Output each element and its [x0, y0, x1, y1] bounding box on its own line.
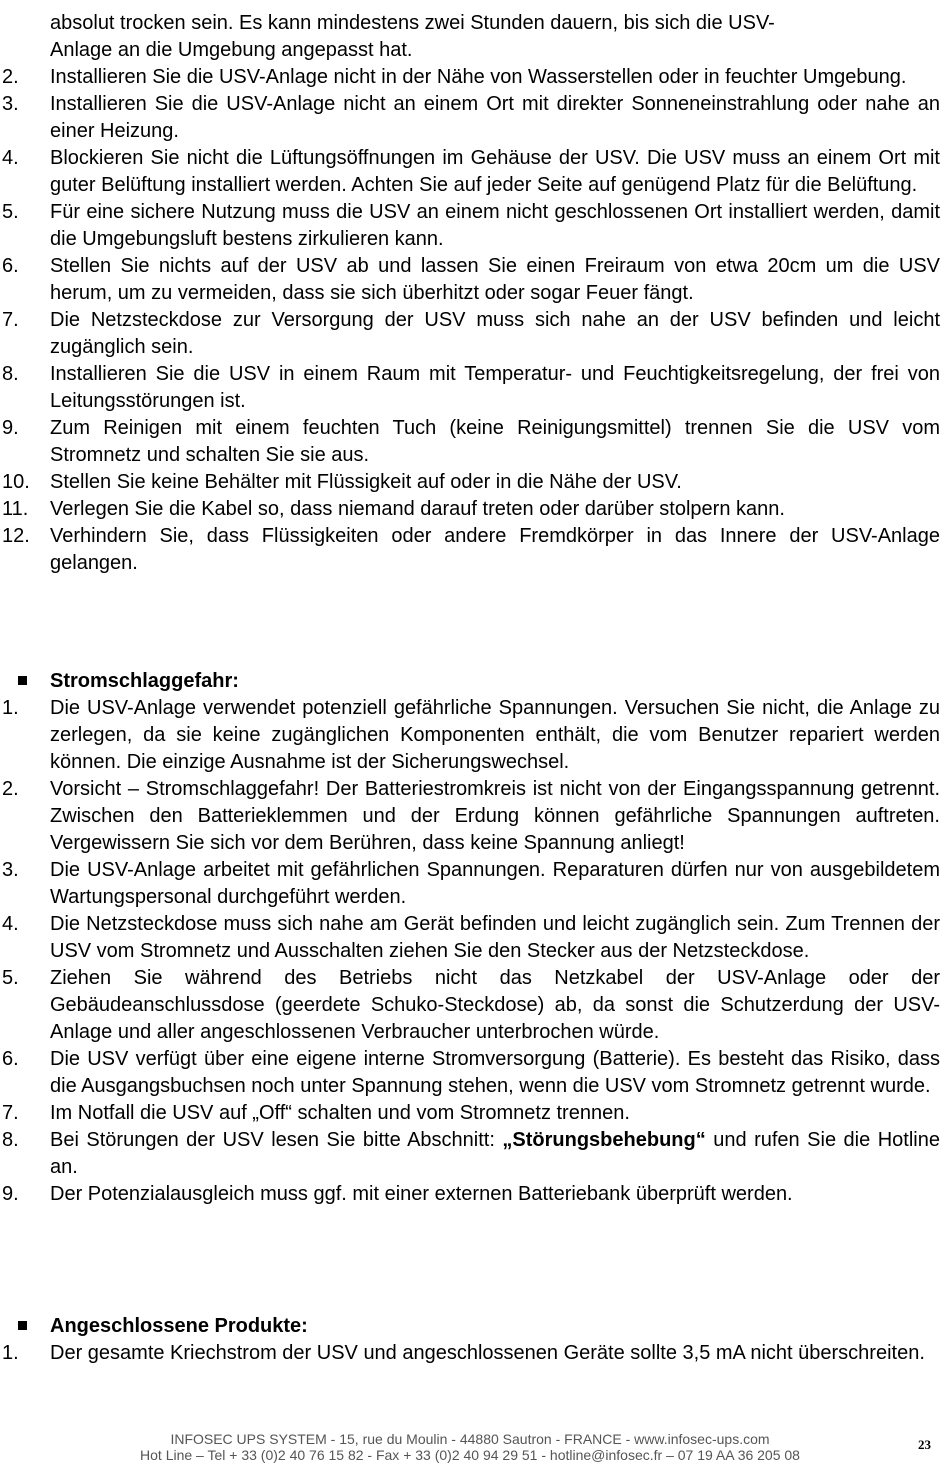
list-item — [0, 857, 950, 911]
item-text: Verlegen Sie die Kabel so, dass niemand darauf treten oder darüber stolpern kann. — [50, 498, 785, 520]
item-number: 5. — [2, 201, 19, 223]
list-item — [0, 1100, 950, 1127]
item-text — [50, 1127, 940, 1181]
item-number: 3. — [2, 93, 19, 115]
item-number: 4. — [2, 913, 19, 935]
item-number: 9. — [2, 1183, 19, 1205]
item-text: Stellen Sie nichts auf der USV ab und lassen Sie einen Freiraum von etwa 20cm um die USV herum, um zu vermeiden, dass sie sich überhitzt oder sogar Feuer fängt. — [50, 255, 940, 304]
section-heading-shock — [0, 668, 950, 695]
list-item — [0, 469, 950, 496]
item-text-part: und rufen Sie die Hotline an. — [50, 1129, 940, 1178]
item-text: Vorsicht – Stromschlaggefahr! Der Batteriestromkreis ist nicht von der Eingangsspannung getrennt. Zwischen den Batterieklemmen und der Erdung können gefährliche Spannungen auftreten. Vergewissern Sie sich vor dem Berühren, dass keine Spannung anliegt! — [50, 778, 940, 854]
item-text: Die USV-Anlage verwendet potenziell gefährliche Spannungen. Versuchen Sie nicht, die Anlage zu zerlegen, da sie keine zugänglichen Komponenten enthält, die vom Benutzer repariert werden können. Die einzige Ausnahme ist der Sicherungswechsel. — [50, 697, 940, 773]
list-item — [0, 64, 950, 91]
list-item — [0, 415, 950, 469]
item-number: 5. — [2, 967, 19, 989]
page-number: 23 — [918, 1437, 931, 1452]
products-list — [0, 1340, 950, 1367]
item-number: 10. — [2, 471, 30, 493]
list-item — [0, 776, 950, 857]
item-text: Stellen Sie keine Behälter mit Flüssigkeit auf oder in die Nähe der USV. — [50, 471, 682, 493]
section-heading-label: Stromschlaggefahr: — [50, 670, 239, 692]
footer-hotline: Hot Line – Tel + 33 (0)2 40 76 15 82 - Fax + 33 (0)2 40 94 29 51 - hotline@infosec.fr – 07 19 AA 36 205 08 — [140, 1447, 800, 1463]
square-bullet-icon — [18, 1321, 27, 1330]
continuation-text — [0, 10, 950, 64]
item-text: Die USV-Anlage arbeitet mit gefährlichen Spannungen. Reparaturen dürfen nur von ausgebildetem Wartungspersonal durchgeführt werden. — [50, 859, 940, 908]
continuation-line: Anlage an die Umgebung angepasst hat. — [50, 39, 413, 61]
item-number: 11. — [2, 498, 29, 520]
item-number: 12. — [2, 525, 30, 547]
item-number: 1. — [2, 1342, 19, 1364]
item-text: Die Netzsteckdose zur Versorgung der USV muss sich nahe an der USV befinden und leicht zugänglich sein. — [50, 309, 940, 358]
item-text: Der Potenzialausgleich muss ggf. mit einer externen Batteriebank überprüft werden. — [50, 1183, 793, 1205]
item-number: 7. — [2, 309, 19, 331]
list-item — [0, 199, 950, 253]
footer-address: INFOSEC UPS SYSTEM - 15, rue du Moulin - 44880 Sautron - FRANCE - www.infosec-ups.com — [170, 1431, 770, 1447]
item-text: Installieren Sie die USV-Anlage nicht an einem Ort mit direkter Sonneneinstrahlung oder nahe an einer Heizung. — [50, 93, 940, 142]
list-item — [0, 523, 950, 577]
item-text: Der gesamte Kriechstrom der USV und angeschlossenen Geräte sollte 3,5 mA nicht überschreiten. — [50, 1342, 925, 1364]
item-text-part: Bei Störungen der USV lesen Sie bitte Abschnitt: — [50, 1129, 503, 1151]
item-text: Verhindern Sie, dass Flüssigkeiten oder andere Fremdkörper in das Innere der USV-Anlage gelangen. — [50, 525, 940, 574]
list-item — [0, 91, 950, 145]
item-text: Die USV verfügt über eine eigene interne Stromversorgung (Batterie). Es besteht das Risiko, dass die Ausgangsbuchsen noch unter Spannung stehen, wenn die USV vom Stromnetz getrennt wurde. — [50, 1048, 940, 1097]
item-number: 3. — [2, 859, 19, 881]
item-number: 8. — [2, 363, 19, 385]
item-text: Für eine sichere Nutzung muss die USV an einem nicht geschlossenen Ort installiert werden, damit die Umgebungsluft bestens zirkulieren kann. — [50, 201, 940, 250]
square-bullet-icon — [18, 676, 27, 685]
section-heading-label: Angeschlossene Produkte: — [50, 1315, 308, 1337]
list-item — [0, 253, 950, 307]
item-number: 8. — [2, 1129, 19, 1151]
installation-list — [0, 64, 950, 577]
list-item — [0, 496, 950, 523]
shock-list — [0, 695, 950, 1208]
page-footer — [0, 1431, 950, 1463]
item-number: 2. — [2, 66, 19, 88]
item-text: Im Notfall die USV auf „Off“ schalten und vom Stromnetz trennen. — [50, 1102, 630, 1124]
list-item — [0, 1340, 950, 1367]
section-reference-link: „Störungsbehebung“ — [502, 1129, 706, 1151]
item-number: 9. — [2, 417, 19, 439]
section-heading-products — [0, 1313, 950, 1340]
item-number: 6. — [2, 1048, 19, 1070]
item-text: Installieren Sie die USV-Anlage nicht in der Nähe von Wasserstellen oder in feuchter Umgebung. — [50, 66, 907, 88]
item-text: Die Netzsteckdose muss sich nahe am Gerät befinden und leicht zugänglich sein. Zum Trennen der USV vom Stromnetz und Ausschalten ziehen Sie den Stecker aus der Netzsteckdose. — [50, 913, 940, 962]
list-item — [0, 307, 950, 361]
item-text: Blockieren Sie nicht die Lüftungsöffnungen im Gehäuse der USV. Die USV muss an einem Ort mit guter Belüftung installiert werden. Achten Sie auf jeder Seite auf genügend Platz für die Belüftung. — [50, 147, 940, 196]
item-number: 4. — [2, 147, 19, 169]
item-number: 2. — [2, 778, 19, 800]
item-text: Installieren Sie die USV in einem Raum mit Temperatur- und Feuchtigkeitsregelung, der frei von Leitungsstörungen ist. — [50, 363, 940, 412]
list-item — [0, 911, 950, 965]
list-item — [0, 965, 950, 1046]
item-text: Ziehen Sie während des Betriebs nicht das Netzkabel der USV-Anlage oder der Gebäudeanschlussdose (geerdete Schuko-Steckdose) ab, da sonst die Schutzerdung der USV-Anlage und aller angeschlossenen Verbraucher unterbrochen würde. — [50, 967, 940, 1043]
list-item — [0, 695, 950, 776]
list-item — [0, 361, 950, 415]
list-item — [0, 1181, 950, 1208]
item-text: Zum Reinigen mit einem feuchten Tuch (keine Reinigungsmittel) trennen Sie die USV vom Stromnetz und schalten Sie sie aus. — [50, 417, 940, 466]
item-number: 6. — [2, 255, 19, 277]
list-item — [0, 1046, 950, 1100]
item-number: 1. — [2, 697, 19, 719]
list-item — [0, 1127, 950, 1181]
list-item — [0, 145, 950, 199]
item-number: 7. — [2, 1102, 19, 1124]
continuation-line: absolut trocken sein. Es kann mindestens zwei Stunden dauern, bis sich die USV- — [50, 12, 775, 34]
